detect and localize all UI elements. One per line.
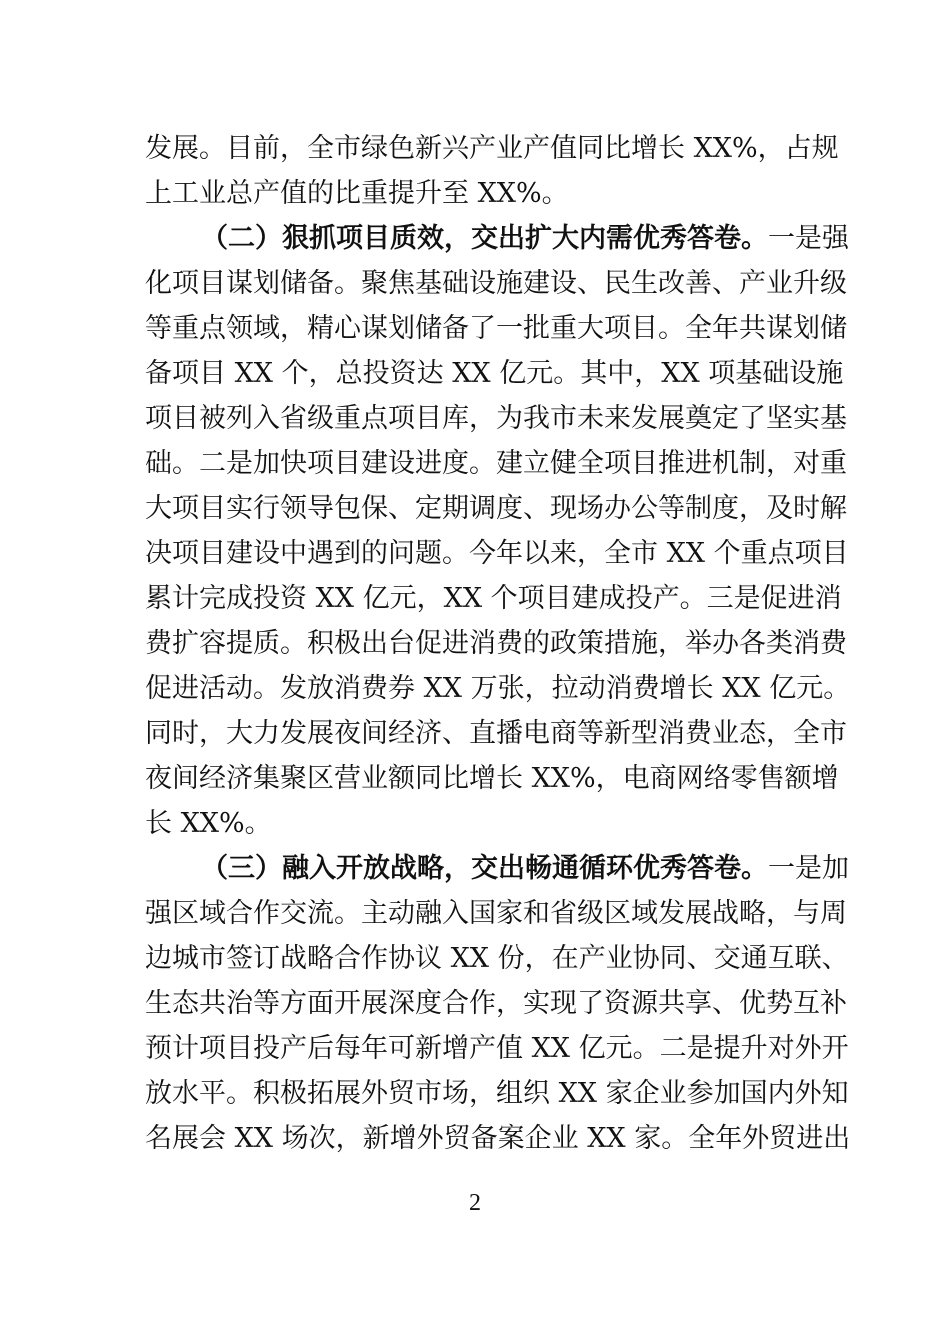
paragraph-2-line-7: 大项目实行领导包保、定期调度、现场办公等制度，及时解 — [145, 493, 847, 524]
paragraph-2-line-11: 促进活动。发放消费券 XX 万张，拉动消费增长 XX 亿元。 — [145, 673, 851, 704]
paragraph-3-line-3: 边城市签订战略合作协议 XX 份，在产业协同、交通互联、 — [145, 943, 849, 974]
paragraph-2-line-3: 等重点领域，精心谋划储备了一批重大项目。全年共谋划储 — [145, 313, 847, 344]
paragraph-1-line-2: 上工业总产值的比重提升至 XX%。 — [145, 178, 569, 209]
paragraph-2-line-10: 费扩容提质。积极出台促进消费的政策措施，举办各类消费 — [145, 628, 847, 659]
paragraph-3-line-1-rest: 一是加 — [768, 853, 849, 884]
paragraph-2-line-8: 决项目建设中遇到的问题。今年以来，全市 XX 个重点项目 — [145, 538, 849, 569]
paragraph-2-line-12: 同时，大力发展夜间经济、直播电商等新型消费业态，全市 — [145, 718, 847, 749]
section-heading-3: （三）融入开放战略，交出畅通循环优秀答卷。 — [201, 853, 768, 884]
paragraph-3-line-6: 放水平。积极拓展外贸市场，组织 XX 家企业参加国内外知 — [145, 1078, 849, 1109]
paragraph-3-line-2: 强区域合作交流。主动融入国家和省级区域发展战略，与周 — [145, 898, 847, 929]
paragraph-2-line-1 — [201, 219, 849, 259]
paragraph-2-line-6: 础。二是加快项目建设进度。建立健全项目推进机制，对重 — [145, 448, 847, 479]
paragraph-2-line-14: 长 XX%。 — [145, 808, 272, 839]
paragraph-3-line-1 — [201, 849, 849, 889]
paragraph-2-line-13: 夜间经济集聚区营业额同比增长 XX%，电商网络零售额增 — [145, 763, 839, 794]
paragraph-3-line-7: 名展会 XX 场次，新增外贸备案企业 XX 家。全年外贸进出 — [145, 1123, 851, 1154]
paragraph-3-line-4: 生态共治等方面开展深度合作，实现了资源共享、优势互补 — [145, 988, 847, 1019]
paragraph-1-line-1: 发展。目前，全市绿色新兴产业产值同比增长 XX%，占规 — [145, 133, 839, 164]
paragraph-2-line-9: 累计完成投资 XX 亿元，XX 个项目建成投产。三是促进消 — [145, 583, 842, 614]
page-number: 2 — [469, 1190, 481, 1216]
paragraph-2-line-5: 项目被列入省级重点项目库，为我市未来发展奠定了坚实基 — [145, 403, 847, 434]
paragraph-2-line-4: 备项目 XX 个，总投资达 XX 亿元。其中，XX 项基础设施 — [145, 358, 844, 389]
paragraph-2-line-1-rest: 一是强 — [768, 223, 849, 254]
paragraph-2-line-2: 化项目谋划储备。聚焦基础设施建设、民生改善、产业升级 — [145, 268, 847, 299]
paragraph-3-line-5: 预计项目投产后每年可新增产值 XX 亿元。二是提升对外开 — [145, 1033, 849, 1064]
section-heading-2: （二）狠抓项目质效，交出扩大内需优秀答卷。 — [201, 223, 768, 254]
